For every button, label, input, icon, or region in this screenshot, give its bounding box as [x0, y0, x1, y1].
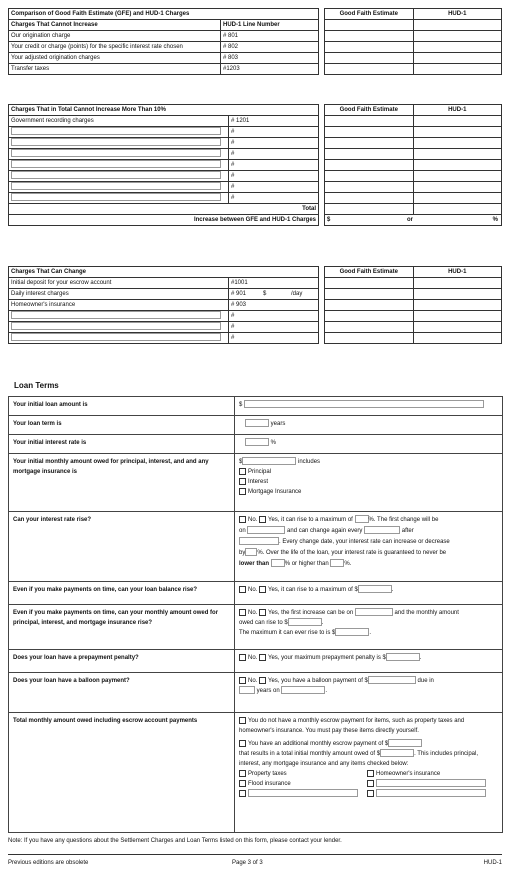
charge-name-field[interactable]: [9, 333, 229, 344]
a-interest-rate: [235, 435, 503, 454]
gfe-amount-field[interactable]: [325, 182, 414, 193]
gfe-amount-field[interactable]: [325, 64, 414, 75]
loan-terms-table: [8, 396, 503, 833]
mortgage-insurance-checkbox[interactable]: [239, 488, 246, 495]
rise-text-10: % or higher than: [284, 561, 329, 567]
hud-amount-field[interactable]: [413, 171, 502, 182]
footer-page-number: Page 3 of 3: [232, 860, 263, 866]
q-payment-rise: Even if you make payments on time, can your monthly amount owed for principal, interest, and mortgage insurance rise?: [9, 605, 235, 650]
no-label: No.: [248, 610, 258, 616]
hud-amount-field[interactable]: [413, 127, 502, 138]
charge-name-field[interactable]: [9, 322, 229, 333]
payment-text-1: Yes, the first increase can be on: [268, 610, 354, 616]
hud-amount-field[interactable]: [413, 64, 502, 75]
increase-pct: %: [492, 216, 498, 223]
a-balloon: No. Yes, you have a balloon payment of $ due in years on .: [235, 673, 503, 713]
hud-header: HUD-1: [413, 267, 502, 278]
section1-title: Comparison of Good Faith Estimate (GFE) and HUD-1 Charges: [9, 9, 319, 20]
interest-checkbox[interactable]: [239, 478, 246, 485]
payment-text-4: The maximum it can ever rise to is $: [239, 630, 336, 636]
section-charges-10-percent: [8, 104, 318, 226]
total-monthly-field[interactable]: [380, 749, 414, 757]
q-rate-rise: Can your interest rate rise?: [9, 512, 235, 582]
interest-rate-field[interactable]: [245, 438, 269, 446]
charge-name-field[interactable]: [9, 171, 229, 182]
escrow-text-2: You have an additional monthly escrow payment of $: [248, 741, 389, 747]
hud-amount-field[interactable]: [413, 193, 502, 204]
line-number: # 803: [221, 53, 319, 64]
gfe-amount-field[interactable]: [325, 53, 414, 64]
payment-no-checkbox[interactable]: [239, 609, 246, 616]
increase-amount-field[interactable]: [325, 215, 502, 226]
section-charges-cannot-increase: [8, 8, 318, 75]
property-taxes-checkbox[interactable]: [239, 770, 246, 777]
line-number: # 1201: [229, 116, 319, 127]
other-escrow-checkbox-2[interactable]: [239, 790, 246, 797]
a-rate-rise: [235, 512, 503, 582]
section2-amounts: [324, 104, 502, 226]
gfe-amount-field[interactable]: [325, 116, 414, 127]
balance-yes-label: Yes, it can rise to a maximum of $: [268, 587, 358, 593]
charge-name-field[interactable]: [9, 127, 229, 138]
payment-max-field[interactable]: [335, 628, 369, 636]
payment-yes-checkbox[interactable]: [259, 609, 266, 616]
homeowners-insurance-label: Homeowner's insurance: [376, 771, 441, 777]
row-label: Your credit or charge (points) for the specific interest rate chosen: [9, 42, 221, 53]
first-change-field[interactable]: [247, 526, 285, 534]
rise-text-5: after: [401, 528, 414, 534]
homeowners-insurance-checkbox[interactable]: [367, 770, 374, 777]
principal-checkbox[interactable]: [239, 468, 246, 475]
prepay-max-field[interactable]: [386, 653, 420, 661]
interest-label: Interest: [248, 479, 269, 485]
section-charges-can-change: [8, 266, 318, 344]
prepay-yes-label: Yes, your maximum prepayment penalty is $: [268, 655, 386, 661]
principal-label: Principal: [248, 469, 272, 475]
gfe-amount-field[interactable]: [325, 149, 414, 160]
percent-label: %: [270, 440, 277, 446]
line-number: #: [229, 322, 319, 333]
prepay-no-checkbox[interactable]: [239, 654, 246, 661]
rise-text-7: by: [239, 550, 246, 556]
change-by-field[interactable]: [245, 548, 257, 556]
hud-total-field[interactable]: [413, 204, 502, 215]
rise-text-11: %.: [344, 561, 352, 567]
other-escrow-field-3[interactable]: [376, 789, 486, 797]
a-monthly-amount: [235, 454, 503, 512]
line-number: #: [229, 193, 319, 204]
footer-divider: [8, 854, 502, 855]
note-text: Note: If you have any questions about the Settlement Charges and Loan Terms listed on this form, please contact your lender.: [8, 838, 342, 844]
other-escrow-field-1[interactable]: [376, 779, 486, 787]
no-escrow-checkbox[interactable]: [239, 717, 246, 724]
hud-amount-field[interactable]: [413, 116, 502, 127]
charge-name-field[interactable]: [9, 182, 229, 193]
rate-rise-yes-checkbox[interactable]: [259, 516, 266, 523]
hud-amount-field[interactable]: [413, 138, 502, 149]
hud-amount-field[interactable]: [413, 53, 502, 64]
no-label: No.: [248, 678, 258, 684]
monthly-amount-field[interactable]: [242, 457, 296, 465]
loan-amount-field[interactable]: [244, 400, 484, 408]
increase-dollar: $: [327, 216, 331, 223]
section2-title: Charges That in Total Cannot Increase More Than 10%: [9, 105, 319, 116]
escrow-yes-checkbox[interactable]: [239, 740, 246, 747]
gfe-header: Good Faith Estimate: [325, 105, 414, 116]
rise-text-6: . Every change date, your interest rate can increase or decrease: [279, 539, 450, 545]
no-label: No.: [248, 587, 258, 593]
a-balance-rise: No. Yes, it can rise to a maximum of $ .: [235, 582, 503, 605]
hud-amount-field[interactable]: [413, 20, 502, 31]
balloon-date-field[interactable]: [281, 686, 325, 694]
line-number: #: [229, 311, 319, 322]
row-label: Your adjusted origination charges: [9, 53, 221, 64]
line-number: #: [229, 127, 319, 138]
dollar-sign: $: [239, 402, 243, 408]
flood-insurance-label: Flood insurance: [248, 781, 291, 787]
higher-than-field[interactable]: [330, 559, 344, 567]
footer-right: HUD-1: [483, 860, 502, 866]
escrow-text-1: You do not have a monthly escrow payment for items, such as property taxes and homeowner's insurance. You must pay these items directly yourself.: [239, 718, 465, 734]
balloon-yes-checkbox[interactable]: [259, 677, 266, 684]
gfe-amount-field[interactable]: [325, 42, 414, 53]
escrow-text-4: . This includes principal, interest, any mortgage insurance and any items checked below:: [239, 751, 478, 767]
mortgage-insurance-label: Mortgage Insurance: [248, 489, 302, 495]
prepay-yes-checkbox[interactable]: [259, 654, 266, 661]
daily-interest-cell: [229, 289, 319, 300]
balance-yes-checkbox[interactable]: [259, 586, 266, 593]
q-loan-amount: Your initial loan amount is: [9, 397, 235, 416]
gfe-amount-field[interactable]: [325, 31, 414, 42]
increase-or: or: [407, 216, 413, 223]
balance-no-checkbox[interactable]: [239, 586, 246, 593]
footer-left: Previous editions are obsolete: [8, 860, 89, 866]
row-label: Homeowner's insurance: [9, 300, 229, 311]
line-number: #1203: [221, 64, 319, 75]
dollar-sign: $: [239, 459, 243, 465]
rise-text-3: on: [239, 528, 246, 534]
row-label: Transfer taxes: [9, 64, 221, 75]
hud-amount-field[interactable]: [413, 31, 502, 42]
max-rate-field[interactable]: [355, 515, 369, 523]
daily-dollar: $: [263, 290, 267, 297]
charge-name-field[interactable]: [9, 138, 229, 149]
total-label: Total: [9, 204, 319, 215]
gfe-amount-field[interactable]: [325, 300, 414, 311]
hud-amount-field[interactable]: [413, 182, 502, 193]
gfe-total-field[interactable]: [325, 204, 414, 215]
line-number: # 903: [229, 300, 319, 311]
line-number: # 901: [231, 290, 247, 297]
rise-text-2: %. The first change will be: [368, 517, 439, 523]
rise-text-8: %. Over the life of the loan, your interest rate is guaranteed to never be: [257, 550, 447, 556]
hud-amount-field[interactable]: [413, 333, 502, 344]
line-number: # 801: [221, 31, 319, 42]
gfe-amount-field[interactable]: [325, 127, 414, 138]
q-escrow: Total monthly amount owed including escrow account payments: [9, 713, 235, 833]
loan-term-field[interactable]: [245, 419, 269, 427]
gfe-amount-field[interactable]: [325, 171, 414, 182]
hud-amount-field[interactable]: [413, 311, 502, 322]
gfe-header: Good Faith Estimate: [325, 267, 414, 278]
hud-amount-field[interactable]: [413, 149, 502, 160]
row-label: Government recording charges: [9, 116, 229, 127]
rise-text-9: lower than: [239, 561, 270, 567]
q-interest-rate: Your initial interest rate is: [9, 435, 235, 454]
hud-header: HUD-1: [413, 105, 502, 116]
loan-terms-heading: Loan Terms: [14, 381, 59, 390]
includes-label: includes: [298, 459, 321, 465]
gfe-amount-field[interactable]: [325, 322, 414, 333]
balloon-amount-field[interactable]: [368, 676, 416, 684]
charge-name-field[interactable]: [9, 160, 229, 171]
balance-max-field[interactable]: [358, 585, 392, 593]
payment-text-2: and the monthly amount: [394, 610, 459, 616]
q-monthly-amount: Your initial monthly amount owed for principal, interest, and and any mortgage insurance is: [9, 454, 235, 512]
a-payment-rise: No. Yes, the first increase can be on and the monthly amount owed can rise to $ . The maximum it can ever rise to is $ .: [235, 605, 503, 650]
line-number: #: [229, 160, 319, 171]
years-label: years: [270, 421, 286, 427]
rate-rise-no-checkbox[interactable]: [239, 516, 246, 523]
no-label: No.: [248, 517, 258, 523]
section1-amounts: [324, 8, 502, 75]
a-prepayment: No. Yes, your maximum prepayment penalty is $ .: [235, 650, 503, 673]
line-number: #1001: [229, 278, 319, 289]
payment-rise-field[interactable]: [288, 618, 322, 626]
gfe-amount-field[interactable]: [325, 20, 414, 31]
gfe-amount-field[interactable]: [325, 193, 414, 204]
gfe-amount-field[interactable]: [325, 333, 414, 344]
row-label: Daily interest charges: [9, 289, 229, 300]
section3-amounts: [324, 266, 502, 344]
gfe-amount-field[interactable]: [325, 311, 414, 322]
other-escrow-field-2[interactable]: [248, 789, 358, 797]
q-balance-rise: Even if you make payments on time, can your loan balance rise?: [9, 582, 235, 605]
flood-insurance-checkbox[interactable]: [239, 780, 246, 787]
hud-amount-field[interactable]: [413, 300, 502, 311]
row-label: Initial deposit for your escrow account: [9, 278, 229, 289]
line-number: #: [229, 138, 319, 149]
other-escrow-checkbox-3[interactable]: [367, 790, 374, 797]
change-after-field[interactable]: [239, 537, 279, 545]
q-loan-term: Your loan term is: [9, 416, 235, 435]
line-number: #: [229, 171, 319, 182]
hud-amount-field[interactable]: [413, 42, 502, 53]
gfe-amount-field[interactable]: [325, 278, 414, 289]
line-number: #: [229, 182, 319, 193]
balloon-no-checkbox[interactable]: [239, 677, 246, 684]
hud-amount-field[interactable]: [413, 289, 502, 300]
hud-header: HUD-1: [413, 9, 502, 20]
no-label: No.: [248, 655, 258, 661]
escrow-text-3: that results in a total initial monthly amount owed of $: [239, 751, 381, 757]
charge-name-field[interactable]: [9, 149, 229, 160]
rise-text-4: and can change again every: [287, 528, 363, 534]
lower-than-field[interactable]: [271, 559, 285, 567]
increase-label: Increase between GFE and HUD-1 Charges: [9, 215, 319, 226]
payment-increase-date-field[interactable]: [355, 608, 393, 616]
balloon-years-field[interactable]: [239, 686, 255, 694]
charge-name-field[interactable]: [9, 311, 229, 322]
hud-amount-field[interactable]: [413, 322, 502, 333]
line-number: # 802: [221, 42, 319, 53]
rise-text-1: Yes, it can rise to a maximum of: [268, 517, 353, 523]
charge-name-field[interactable]: [9, 193, 229, 204]
gfe-header: Good Faith Estimate: [325, 9, 414, 20]
property-taxes-label: Property taxes: [248, 771, 287, 777]
a-loan-amount: [235, 397, 503, 416]
section3-title: Charges That Can Change: [9, 267, 319, 278]
other-escrow-checkbox-1[interactable]: [367, 780, 374, 787]
q-balloon: Does your loan have a balloon payment?: [9, 673, 235, 713]
gfe-amount-field[interactable]: [325, 160, 414, 171]
balloon-yes-label: Yes, you have a balloon payment of $: [268, 678, 368, 684]
section1-col-line: HUD-1 Line Number: [221, 20, 319, 31]
section1-col-label: Charges That Cannot Increase: [9, 20, 221, 31]
gfe-amount-field[interactable]: [325, 289, 414, 300]
q-prepayment: Does your loan have a prepayment penalty?: [9, 650, 235, 673]
due-in-label: due in: [417, 678, 434, 684]
escrow-payment-field[interactable]: [388, 739, 422, 747]
a-loan-term: [235, 416, 503, 435]
payment-text-3: owed can rise to $: [239, 620, 288, 626]
hud-amount-field[interactable]: [413, 278, 502, 289]
line-number: #: [229, 333, 319, 344]
hud-amount-field[interactable]: [413, 160, 502, 171]
a-escrow: [235, 713, 503, 833]
gfe-amount-field[interactable]: [325, 138, 414, 149]
change-interval-field[interactable]: [364, 526, 400, 534]
per-day: /day: [291, 290, 303, 297]
line-number: #: [229, 149, 319, 160]
row-label: Our origination charge: [9, 31, 221, 42]
years-on-label: years on: [256, 688, 280, 694]
